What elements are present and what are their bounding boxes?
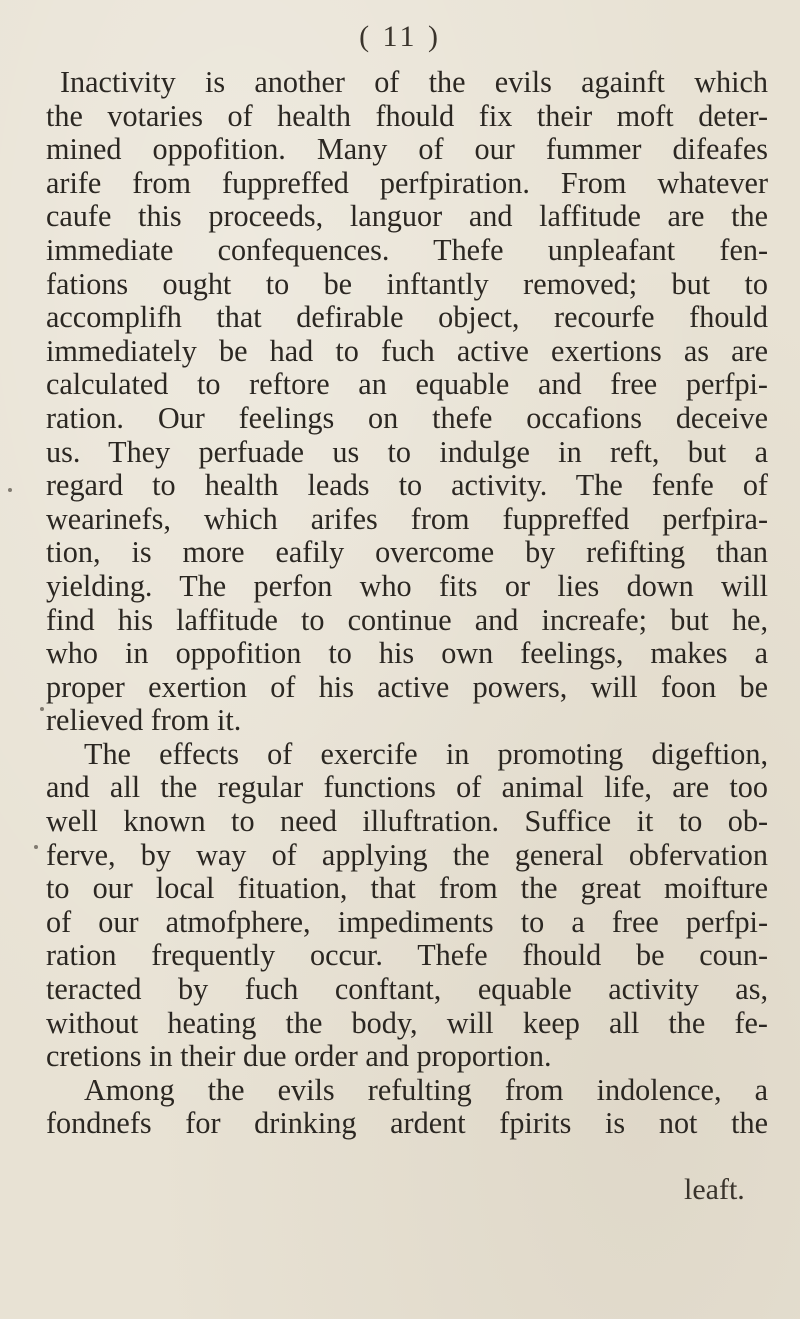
- text-line: cretions in their due order and proportion.: [46, 1039, 552, 1074]
- text-line: fondnefs for drinking ardent fpirits is not the: [46, 1106, 768, 1141]
- text-line: arife from fuppreffed perfpiration. From whatever: [46, 165, 768, 200]
- text-line: ration frequently occur. Thefe fhould be coun-: [46, 938, 768, 973]
- text-line: proper exertion of his active powers, will foon be: [46, 669, 768, 704]
- text-line: Inactivity is another of the evils againft which: [60, 65, 768, 99]
- text-line: calculated to reftore an equable and free perfpi-: [46, 367, 768, 402]
- text-line: immediately be had to fuch active exertions as are: [46, 333, 768, 368]
- text-line: mined oppofition. Many of our fummer difeafes: [46, 132, 768, 167]
- body-text: [46, 66, 768, 1141]
- text-line: Among the evils refulting from indolence, a: [84, 1072, 768, 1107]
- text-line: wearinefs, which arifes from fuppreffed perfpira-: [46, 501, 768, 536]
- text-line: without heating the body, will keep all the fe-: [46, 1005, 768, 1040]
- text-line: ferve, by way of applying the general obfervation: [46, 837, 768, 872]
- text-line: yielding. The perfon who fits or lies down will: [46, 568, 768, 603]
- text-line: accomplifh that defirable object, recourfe fhould: [46, 300, 768, 335]
- text-line: find his laffitude to continue and increafe; but he,: [46, 602, 768, 637]
- text-line: well known to need illuftration. Suffice it to ob-: [46, 804, 768, 839]
- text-line: of our atmofphere, impediments to a free perfpi-: [46, 904, 768, 939]
- margin-speck: [40, 707, 44, 711]
- text-line: The effects of exercife in promoting digeftion,: [84, 736, 768, 771]
- text-line: and all the regular functions of animal life, are too: [46, 770, 768, 805]
- text-line: tion, is more eafily overcome by refifting than: [46, 535, 768, 570]
- catchword: leaft.: [684, 1173, 745, 1206]
- text-line: relieved from it.: [46, 703, 242, 738]
- text-line: caufe this proceeds, languor and laffitude are the: [46, 199, 768, 234]
- text-line: to our local fituation, that from the great moifture: [46, 871, 768, 906]
- margin-speck: [34, 845, 38, 849]
- text-line: regard to health leads to activity. The fenfe of: [46, 468, 768, 503]
- margin-speck: [8, 488, 12, 492]
- text-line: immediate confequences. Thefe unpleafant fen-: [46, 232, 768, 267]
- text-line: fations ought to be inftantly removed; but to: [46, 266, 768, 301]
- text-line: teracted by fuch conftant, equable activity as,: [46, 972, 768, 1007]
- text-line: us. They perfuade us to indulge in reft, but a: [46, 434, 768, 469]
- page-number: ( 11 ): [359, 20, 441, 53]
- text-line: who in oppofition to his own feelings, makes a: [46, 636, 768, 671]
- text-line: ration. Our feelings on thefe occafions deceive: [46, 400, 768, 435]
- text-line: the votaries of health fhould fix their moft deter-: [46, 98, 768, 133]
